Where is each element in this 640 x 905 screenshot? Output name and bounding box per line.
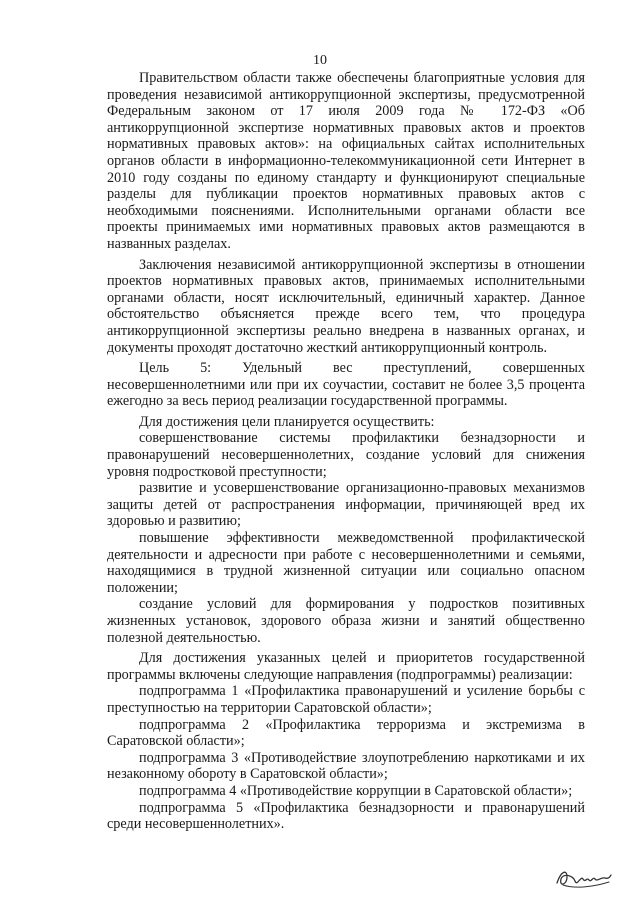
list-item-prevention-system: совершенствование системы профилактики безнадзорности и правонарушений несовершеннолетних, создание условий для снижения уровня подростковой преступности;	[107, 430, 585, 480]
paragraph-goal-5: Цель 5: Удельный вес преступлений, совершенных несовершеннолетними или при их соучастии, составит не более 3,5 процента ежегодно за весь период реализации государственной программы.	[107, 360, 585, 410]
paragraph-expertise-conclusions: Заключения независимой антикоррупционной экспертизы в отношении проектов нормативных правовых актов, принимаемых исполнительными органами области, носят исключительный, единичный характер. Данное обстоятельство объясняется прежде всего тем, что процедура антикоррупционной экспертизы реально внедрена в названных органах, и документы проходят достаточно жесткий антикоррупционный контроль.	[107, 256, 585, 356]
list-item-subprogram-5: подпрограмма 5 «Профилактика безнадзорности и правонарушений среди несовершеннолетних».	[107, 799, 585, 833]
list-item-positive-attitudes: создание условий для формирования у подростков позитивных жизненных установок, здорового образа жизни и занятий общественно полезной деятельностью.	[107, 596, 585, 646]
paragraph-subprograms-intro: Для достижения указанных целей и приоритетов государственной программы включены следующие направления (подпрограммы) реализации:	[107, 650, 585, 683]
paragraph-expertise-conditions: Правительством области также обеспечены благоприятные условия для проведения независимой антикоррупционной экспертизы, предусмотренной Федеральным законом от 17 июля 2009 года № 172-ФЗ «Об антикоррупционной экспертизе нормативных правовых актов и проектов нормативных правовых актов»: на официальных сайтах исполнительных органов области в информационно-телекоммуникационной сети Интернет в 2010 году созданы по единому стандарту и функционируют специальные разделы для публикации проектов нормативных правовых актов с необходимыми пояснениями. Исполнительными органами области все проекты принимаемых ими нормативных правовых актов размещаются в названных разделах.	[107, 70, 585, 252]
list-item-subprogram-1: подпрограмма 1 «Профилактика правонарушений и усиление борьбы с преступностью на территории Саратовской области»;	[107, 683, 585, 716]
list-item-interagency-efficiency: повышение эффективности межведомственной профилактической деятельности и адресности при работе с несовершеннолетними и семьями, находящимися в трудной жизненной ситуации или социально опасном положении;	[107, 530, 585, 596]
list-item-child-protection: развитие и усовершенствование организационно-правовых механизмов защиты детей от распространения информации, причиняющей вред их здоровью и развитию;	[107, 480, 585, 530]
document-body	[107, 70, 585, 833]
handwritten-signature	[553, 865, 613, 891]
page-number: 10	[313, 53, 327, 68]
paragraph-planned-actions-intro: Для достижения цели планируется осуществить:	[139, 413, 435, 430]
list-item-subprogram-3: подпрограмма 3 «Противодействие злоупотреблению наркотиками и их незаконному обороту в Саратовской области»;	[107, 749, 585, 783]
list-item-subprogram-4: подпрограмма 4 «Противодействие коррупции в Саратовской области»;	[139, 782, 573, 799]
list-item-subprogram-2: подпрограмма 2 «Профилактика терроризма и экстремизма в Саратовской области»;	[107, 716, 585, 750]
